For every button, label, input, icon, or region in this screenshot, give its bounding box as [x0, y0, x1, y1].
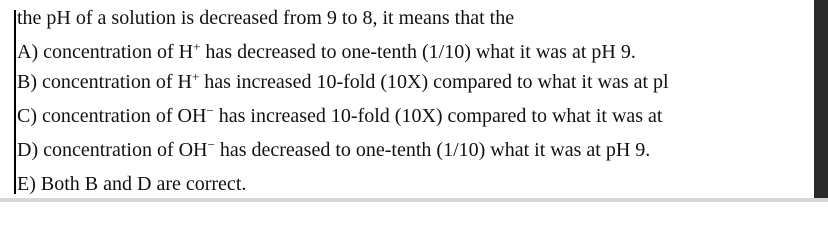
option-a-superscript: +	[193, 39, 201, 54]
option-e-text: Both B and D are correct.	[40, 173, 247, 195]
left-border-line	[14, 10, 16, 194]
option-b-label: B)	[17, 71, 37, 93]
option-d	[17, 137, 651, 161]
option-c-superscript: −	[206, 103, 214, 118]
option-b-text-before: concentration of H	[42, 71, 192, 93]
option-b	[17, 69, 669, 93]
option-b-text-after: has increased 10-fold (10X) compared to what it was at pl	[199, 71, 669, 93]
option-c	[17, 103, 663, 127]
right-dark-edge	[814, 0, 828, 202]
option-c-text-after: has increased 10-fold (10X) compared to what it was at	[213, 105, 663, 127]
option-a-text-after: has decreased to one-tenth (1/10) what it was at pH 9.	[200, 41, 636, 63]
option-e	[17, 174, 246, 194]
option-c-text-before: concentration of OH	[42, 105, 207, 127]
bottom-edge	[0, 198, 828, 202]
option-a-text-before: concentration of H	[43, 41, 194, 63]
option-c-label: C)	[17, 105, 37, 127]
option-d-superscript: −	[207, 137, 215, 152]
option-b-superscript: +	[191, 69, 200, 84]
option-d-label: D)	[17, 139, 39, 161]
option-a	[17, 39, 636, 63]
question-stem: the pH of a solution is decreased from 9 to 8, it means that the	[17, 7, 515, 29]
option-d-text-before: concentration of OH	[43, 139, 208, 161]
option-a-label: A)	[17, 41, 39, 63]
option-e-label: E)	[17, 173, 36, 195]
option-d-text-after: has decreased to one-tenth (1/10) what it was at pH 9.	[214, 139, 651, 161]
